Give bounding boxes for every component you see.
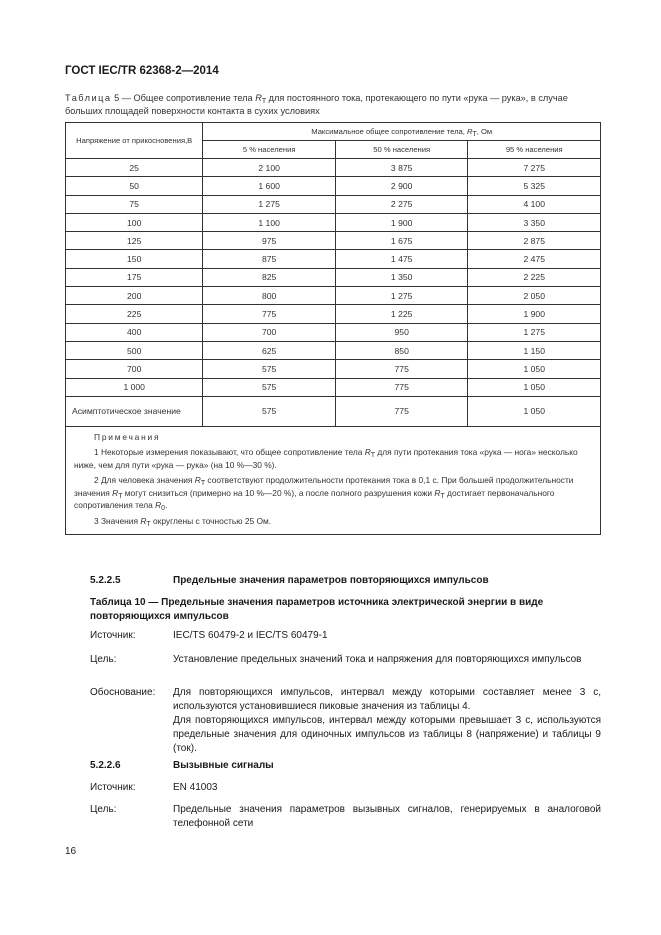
- table-cell: 1 600: [203, 177, 336, 195]
- document-header: ГОСТ IEC/TR 62368-2—2014: [65, 65, 219, 77]
- table-caption: [65, 92, 605, 118]
- column-header: 95 % населения: [468, 141, 601, 159]
- table-cell: 775: [335, 396, 468, 426]
- table-cell: 1 050: [468, 378, 601, 396]
- table-cell: 575: [203, 378, 336, 396]
- table-cell: 500: [66, 341, 203, 359]
- table-cell: 225: [66, 305, 203, 323]
- notes: [66, 426, 601, 535]
- table-row: [66, 360, 601, 378]
- note-text: 3 Значения: [94, 515, 141, 526]
- table-cell: 875: [203, 250, 336, 268]
- table-row: [66, 232, 601, 250]
- table-cell: 1 900: [335, 213, 468, 231]
- group-unit: , Ом: [476, 127, 493, 136]
- column-header: 5 % населения: [203, 141, 336, 159]
- section-heading: [90, 759, 274, 773]
- note-text: округлены с точностью 25 Ом.: [150, 515, 272, 526]
- subscript: T: [146, 520, 151, 528]
- table-cell: 2 875: [468, 232, 601, 250]
- table-10-title: Таблица 10 — Предельные значения параметров источника электрической энергии в виде повторяющихся импульсов: [90, 597, 544, 622]
- notes-title: Примечания: [94, 431, 161, 442]
- note-text: 1 Некоторые измерения показывают, что общее сопротивление тела: [94, 447, 365, 458]
- table-cell: 400: [66, 323, 203, 341]
- table-cell: 1 225: [335, 305, 468, 323]
- note: [74, 474, 592, 512]
- caption-text: 5 — Общее сопротивление тела: [111, 93, 256, 103]
- table-cell: 150: [66, 250, 203, 268]
- table-row: [66, 195, 601, 213]
- caption-text: для постоянного тока, протекающего по пути «рука — рука», в случае больших площадей поверхности контакта в сухих условиях: [65, 93, 568, 116]
- table-cell: 200: [66, 287, 203, 305]
- note-text: для пути протекания тока «рука — нога» несколько ниже, чем для пути «рука — рука» (на 10 %—30 %).: [74, 447, 578, 470]
- table-cell: 100: [66, 213, 203, 231]
- note-text: достигает первоначального сопротивления тела: [74, 487, 555, 511]
- value: IEC/TS 60479-2 и IEC/TS 60479-1: [173, 630, 328, 641]
- table-cell: 1 675: [335, 232, 468, 250]
- table-cell: 775: [203, 305, 336, 323]
- note-text: .: [165, 500, 168, 511]
- note: [74, 446, 592, 471]
- note-text: соответствуют продолжительности протекания тока в 0,1 с. При большей продолжительности значения: [74, 475, 574, 498]
- label: Цель:: [90, 654, 117, 665]
- symbol: R: [140, 515, 147, 526]
- table-cell: 2 475: [468, 250, 601, 268]
- label: Источник:: [90, 782, 136, 793]
- table-cell: Асимптотическое значение: [66, 396, 203, 426]
- table-row: [66, 378, 601, 396]
- table-cell: 75: [66, 195, 203, 213]
- table-row: [66, 305, 601, 323]
- table-cell: 1 150: [468, 341, 601, 359]
- subscript: 0: [161, 505, 166, 513]
- table-row: [66, 287, 601, 305]
- subscript: T: [472, 131, 477, 138]
- note-text: 2 Для человека значения: [94, 475, 195, 486]
- table-row: [66, 250, 601, 268]
- note-text: могут снизиться (примерно на 10 %—20 %), а после полного разрушения кожи: [122, 487, 435, 498]
- table-cell: 2 050: [468, 287, 601, 305]
- column-header: 50 % населения: [335, 141, 468, 159]
- column-group-header: [203, 123, 601, 141]
- table-cell: 575: [203, 396, 336, 426]
- table-row: [66, 341, 601, 359]
- table-cell: 2 225: [468, 268, 601, 286]
- label: Источник:: [90, 630, 136, 641]
- section-title: Предельные значения параметров повторяющихся импульсов: [173, 575, 489, 586]
- table-cell: 950: [335, 323, 468, 341]
- table-cell: 700: [203, 323, 336, 341]
- table-cell: 1 900: [468, 305, 601, 323]
- table-row: [66, 213, 601, 231]
- table-cell: 1 275: [203, 195, 336, 213]
- table-cell: 575: [203, 360, 336, 378]
- table-cell: 1 350: [335, 268, 468, 286]
- table-row: [66, 396, 601, 426]
- table-cell: 3 875: [335, 159, 468, 177]
- group-text: Максимальное общее сопротивление тела,: [311, 127, 467, 136]
- label: Цель:: [90, 804, 117, 815]
- table-cell: 700: [66, 360, 203, 378]
- section-title: Вызывные сигналы: [173, 760, 274, 771]
- table-cell: 125: [66, 232, 203, 250]
- table-cell: 50: [66, 177, 203, 195]
- resistance-table: [65, 122, 601, 535]
- column-header-voltage: Напряжение от прикосновения,В: [66, 123, 203, 159]
- notes-row: [66, 426, 601, 535]
- value: Для повторяющихся импульсов, интервал между которыми превышает 3 с, используются предельные значения для одиночных импульсов из таблицы 8 (напряжение) и таблицы 9 (ток).: [173, 715, 601, 754]
- table-cell: 175: [66, 268, 203, 286]
- symbol: R: [194, 475, 201, 486]
- subscript: T: [200, 480, 206, 488]
- table-cell: 1 475: [335, 250, 468, 268]
- table-row: [66, 268, 601, 286]
- subscript: T: [440, 492, 445, 500]
- table-cell: 625: [203, 341, 336, 359]
- page-number: 16: [65, 846, 77, 857]
- table-cell: 975: [203, 232, 336, 250]
- table-cell: 775: [335, 378, 468, 396]
- table-cell: 3 350: [468, 213, 601, 231]
- value: Для повторяющихся импульсов, интервал между которыми составляет менее 3 с, используются установившиеся пиковые значения из таблицы 4.: [173, 687, 601, 712]
- symbol: R: [364, 447, 371, 458]
- symbol: R: [466, 127, 473, 136]
- table-cell: 1 275: [468, 323, 601, 341]
- table-row: [66, 177, 601, 195]
- table-cell: 4 100: [468, 195, 601, 213]
- table-cell: 2 100: [203, 159, 336, 177]
- table-cell: 1 050: [468, 360, 601, 378]
- table-cell: 775: [335, 360, 468, 378]
- table-cell: 1 100: [203, 213, 336, 231]
- table-cell: 2 900: [335, 177, 468, 195]
- table-cell: 7 275: [468, 159, 601, 177]
- table-cell: 1 000: [66, 378, 203, 396]
- subscript: T: [261, 98, 267, 105]
- symbol: R: [255, 93, 262, 103]
- subscript: T: [370, 452, 376, 460]
- label: Обоснование:: [90, 687, 156, 698]
- table-cell: 1 050: [468, 396, 601, 426]
- value: Установление предельных значений тока и напряжения для повторяющихся импульсов: [173, 654, 582, 665]
- table-row: [66, 323, 601, 341]
- value: Предельные значения параметров вызывных сигналов, генерируемых в аналоговой телефонной сети: [173, 804, 601, 829]
- section-number: 5.2.2.5: [90, 575, 121, 586]
- symbol: R: [155, 500, 162, 511]
- table-cell: 25: [66, 159, 203, 177]
- table-cell: 850: [335, 341, 468, 359]
- table-row: [66, 159, 601, 177]
- value: EN 41003: [173, 782, 218, 793]
- note: [74, 515, 592, 528]
- table-cell: 825: [203, 268, 336, 286]
- subscript: T: [118, 492, 123, 500]
- table-cell: 800: [203, 287, 336, 305]
- table-cell: 1 275: [335, 287, 468, 305]
- symbol: R: [434, 487, 441, 498]
- caption-prefix: Таблица: [65, 93, 112, 103]
- table-cell: 5 325: [468, 177, 601, 195]
- table-cell: 2 275: [335, 195, 468, 213]
- section-number: 5.2.2.6: [90, 760, 121, 771]
- symbol: R: [112, 487, 119, 498]
- section-heading: [90, 574, 489, 588]
